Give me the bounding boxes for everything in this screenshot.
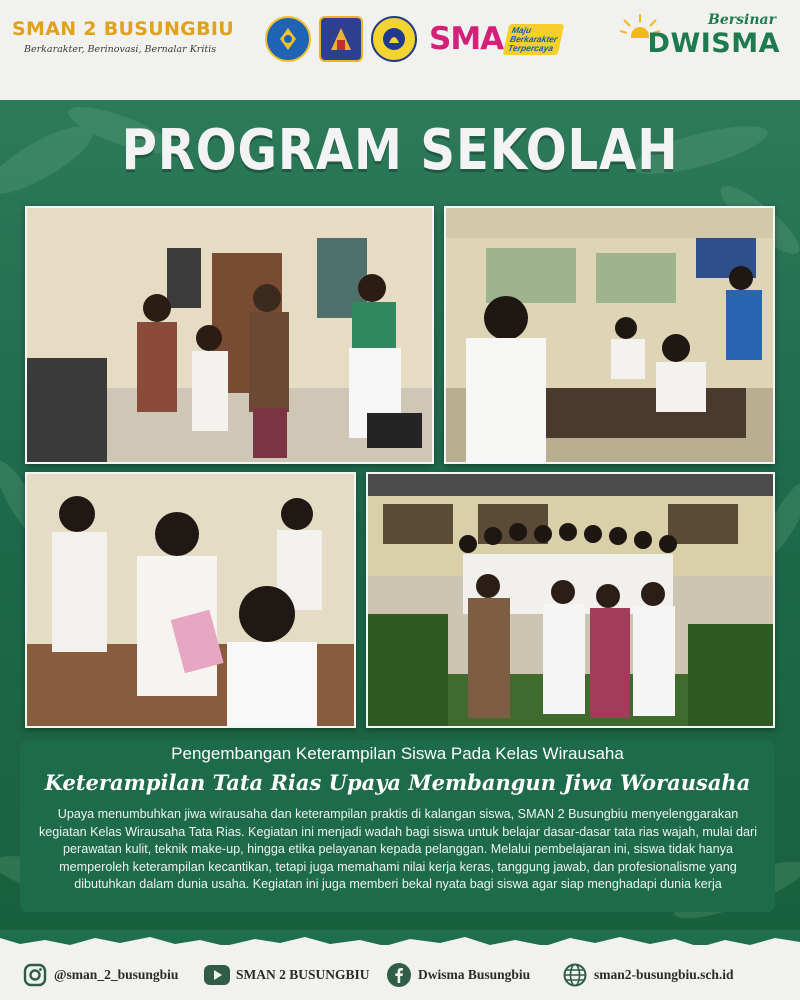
- facebook-icon: [386, 962, 412, 988]
- facebook-page: Dwisma Busungbiu: [418, 967, 531, 982]
- photo-group-heart-gesture: [366, 472, 775, 728]
- globe-icon: [562, 962, 588, 988]
- sma-logo: [429, 21, 561, 57]
- caption-body: Upaya menumbuhkan jiwa wirausaha dan keterampilan praktis di kalangan siswa, SMAN 2 Busungbiu menyelenggarakan kegiatan Kelas Wirausaha Tata Rias. Kegiatan ini menjadi wadah bagi siswa untuk belajar dasar-dasar tata rias wajah, mulai dari perawatan kulit, teknik make-up, hingga etika pelayanan kepada pelanggan. Melalui pembelajaran ini, siswa tidak hanya memperoleh keterampilan kecantikan, tetapi juga memahami nilai kerja keras, tanggung jawab, dan profesionalisme yang dibutuhkan dalam dunia usaha. Kegiatan ini juga memberi bekal nyata bagi siswa agar siap menghadapi dunia kerja: [38, 807, 757, 891]
- sma-tagline-2: Berkarakter: [509, 33, 559, 44]
- caption-headline: Keterampilan Tata Rias Upaya Membangun Jiwa Worausaha: [44, 770, 751, 795]
- bali-province-logo: [319, 16, 363, 62]
- dwisma-brand: [620, 12, 780, 72]
- instagram-handle: @sman_2_busungbiu: [54, 967, 179, 982]
- youtube-icon: [204, 962, 230, 988]
- sma-logo-tagline: [503, 24, 565, 55]
- brand-name: DWISMA: [647, 28, 780, 59]
- youtube-channel: SMAN 2 BUSUNGBIU: [236, 967, 370, 982]
- sma-logo-text: SMA: [429, 21, 504, 57]
- youtube-link[interactable]: [204, 962, 370, 988]
- tut-wuri-handayani-logo: [265, 16, 311, 62]
- instagram-icon: [22, 962, 48, 988]
- website-link[interactable]: [562, 962, 734, 988]
- photo-classroom-demonstration: [25, 206, 434, 464]
- sma-tagline-3: Terpercaya: [507, 42, 555, 53]
- school-motto: Berkarakter, Berinovasi, Bernalar Kritis: [24, 44, 217, 55]
- brand-script: Bersinar: [708, 12, 776, 28]
- school-crest-logo: [371, 16, 417, 62]
- website-url: sman2-busungbiu.sch.id: [594, 967, 734, 982]
- page-title: PROGRAM SEKOLAH: [121, 118, 679, 183]
- school-name: SMAN 2 BUSUNGBIU: [12, 18, 234, 40]
- photo-students-practicing: [444, 206, 775, 464]
- sma-tagline-1: Maju: [511, 24, 533, 35]
- instagram-link[interactable]: [22, 962, 178, 988]
- partner-logos: [265, 16, 561, 62]
- facebook-link[interactable]: [386, 962, 530, 988]
- caption-card: [20, 740, 775, 912]
- caption-subtitle: Pengembangan Keterampilan Siswa Pada Kelas Wirausaha: [171, 744, 624, 763]
- photo-students-with-mirrors: [25, 472, 356, 728]
- header-bar: [0, 0, 800, 100]
